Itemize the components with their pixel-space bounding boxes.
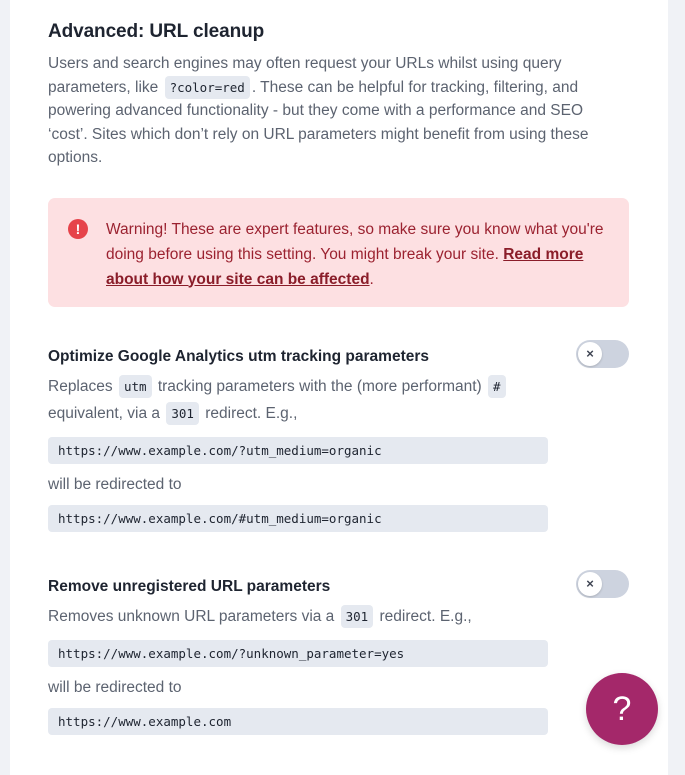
section-intro xyxy=(48,52,608,170)
intro-text: Users and search engines may often request your URLs whilst using query parameters, like xyxy=(48,55,562,96)
inline-code: # xyxy=(488,375,506,398)
setting-title: Remove unregistered URL parameters xyxy=(48,577,331,595)
help-button[interactable] xyxy=(586,673,658,745)
utm-toggle-switch[interactable] xyxy=(576,340,629,368)
intro-text: . These can be helpful for tracking, filtering, and powering advanced functionality - but they come with a performance and SEO ‘cost’. Sites which don’t rely on URL parameters might benefit from using these options. xyxy=(48,78,589,166)
unregistered-params-toggle-switch[interactable] xyxy=(576,570,629,598)
setting-title: Optimize Google Analytics utm tracking parameters xyxy=(48,347,429,365)
desc-text: redirect. E.g., xyxy=(205,404,298,422)
desc-text: tracking parameters with the (more performant) xyxy=(157,377,482,395)
example-url-after: https://www.example.com xyxy=(48,708,548,735)
exclamation-circle-icon: ! xyxy=(68,219,88,239)
settings-card xyxy=(10,0,668,775)
warning-trailing: . xyxy=(369,270,374,288)
example-url-before: https://www.example.com/?unknown_parameter=yes xyxy=(48,640,548,667)
read-more-link[interactable]: Read more about how your site can be affected xyxy=(106,245,584,288)
question-icon: ? xyxy=(612,689,632,728)
warning-message: Warning! These are expert features, so make sure you know what you're doing before using this setting. You might break your site. xyxy=(106,220,604,263)
close-icon: × xyxy=(578,572,602,596)
section-title: Advanced: URL cleanup xyxy=(48,21,265,42)
warning-text xyxy=(106,217,609,307)
inline-code: 301 xyxy=(166,402,199,425)
example-url-after: https://www.example.com/#utm_medium=organic xyxy=(48,505,548,532)
setting-unregistered-params xyxy=(48,577,629,735)
setting-description xyxy=(48,373,518,427)
example-url-before: https://www.example.com/?utm_medium=organic xyxy=(48,437,548,464)
setting-utm-tracking xyxy=(48,347,629,532)
desc-text: equivalent, via a xyxy=(48,404,161,422)
redirect-label: will be redirected to xyxy=(48,678,182,696)
desc-text: Removes unknown URL parameters via a xyxy=(48,607,335,625)
inline-code: ?color=red xyxy=(165,76,250,99)
redirect-label: will be redirected to xyxy=(48,475,182,493)
setting-description xyxy=(48,603,518,630)
desc-text: Replaces xyxy=(48,377,113,395)
inline-code: utm xyxy=(119,375,152,398)
warning-alert xyxy=(48,198,629,307)
close-icon: × xyxy=(578,342,602,366)
inline-code: 301 xyxy=(341,605,374,628)
desc-text: redirect. E.g., xyxy=(379,607,472,625)
